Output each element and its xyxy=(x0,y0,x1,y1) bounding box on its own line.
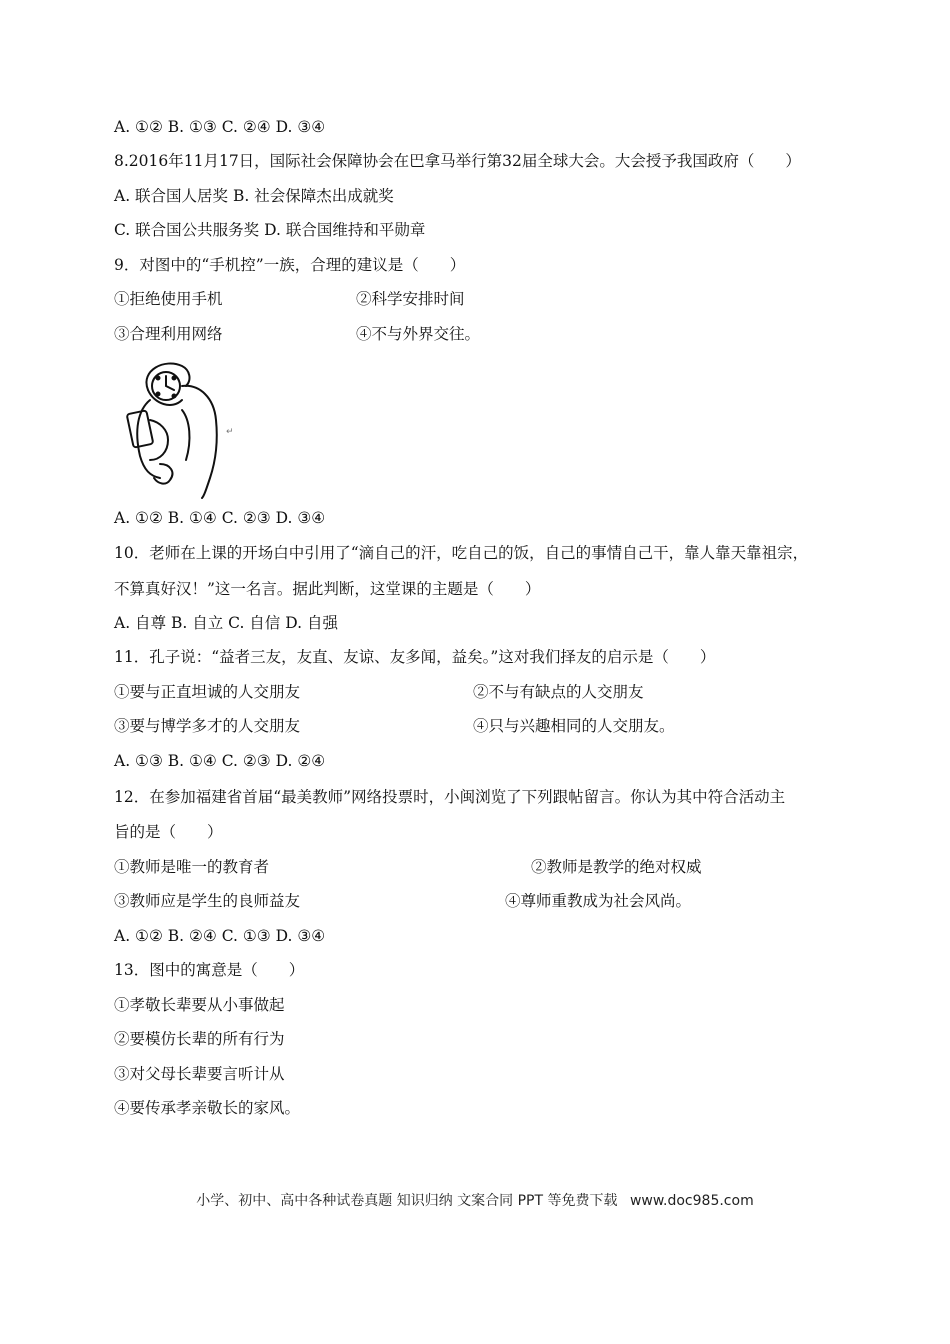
q13-item-1: ①孝敬长辈要从小事做起 xyxy=(114,996,285,1014)
q12-stem-1: 12．在参加福建省首届“最美教师”网络投票时，小闽浏览了下列跟帖留言。你认为其中符合活动主 xyxy=(114,788,786,806)
q12-options: A. ①② B. ②④ C. ①③ D. ③④ xyxy=(114,927,326,945)
q8-stem: 8.2016年11月17日，国际社会保障协会在巴拿马举行第32届全球大会。大会授予我国政府（ ） xyxy=(114,152,801,170)
q13-stem: 13．图中的寓意是（ ） xyxy=(114,961,305,979)
q11-item-4: ④只与兴趣相同的人交朋友。 xyxy=(473,717,675,735)
q11-stem: 11．孔子说：“益者三友，友直、友谅、友多闻，益矣。”这对我们择友的启示是（ ） xyxy=(114,648,716,666)
footer-url-link[interactable]: www.doc985.com xyxy=(629,1193,754,1209)
q13-item-4: ④要传承孝亲敬长的家风。 xyxy=(114,1099,301,1117)
page-footer xyxy=(0,1190,950,1210)
q11-options: A. ①③ B. ①④ C. ②③ D. ②④ xyxy=(114,752,326,770)
phone-addict-cartoon-image xyxy=(120,360,240,500)
q12-item-4: ④尊师重教成为社会风尚。 xyxy=(505,892,692,910)
q12-stem-2: 旨的是（ ） xyxy=(114,823,223,841)
q10-options: A. 自尊 B. 自立 C. 自信 D. 自强 xyxy=(114,614,338,632)
svg-text:↵: ↵ xyxy=(226,427,234,437)
q12-item-1: ①教师是唯一的教育者 xyxy=(114,858,270,876)
q11-item-3: ③要与博学多才的人交朋友 xyxy=(114,717,301,735)
q10-stem-2: 不算真好汉！”这一名言。据此判断，这堂课的主题是（ ） xyxy=(114,580,541,598)
q9-item-2: ②科学安排时间 xyxy=(356,290,465,308)
q9-item-3: ③合理利用网络 xyxy=(114,325,223,343)
q9-options: A. ①② B. ①④ C. ②③ D. ③④ xyxy=(114,509,326,527)
q7-options: A. ①② B. ①③ C. ②④ D. ③④ xyxy=(114,118,326,136)
q9-item-1: ①拒绝使用手机 xyxy=(114,290,223,308)
q8-options-2: C. 联合国公共服务奖 D. 联合国维持和平勋章 xyxy=(114,221,426,239)
q8-options-1: A. 联合国人居奖 B. 社会保障杰出成就奖 xyxy=(114,187,394,205)
q12-item-3: ③教师应是学生的良师益友 xyxy=(114,892,301,910)
q9-stem: 9．对图中的“手机控”一族，合理的建议是（ ） xyxy=(114,256,466,274)
footer-text: 小学、初中、高中各种试卷真题 知识归纳 文案合同 PPT 等免费下载 xyxy=(196,1193,618,1209)
q12-item-2: ②教师是教学的绝对权威 xyxy=(531,858,702,876)
q9-item-4: ④不与外界交往。 xyxy=(356,325,481,343)
q11-item-2: ②不与有缺点的人交朋友 xyxy=(473,683,644,701)
q11-item-1: ①要与正直坦诚的人交朋友 xyxy=(114,683,301,701)
q13-item-3: ③对父母长辈要言听计从 xyxy=(114,1065,285,1083)
q10-stem-1: 10．老师在上课的开场白中引用了“滴自己的汗，吃自己的饭，自己的事情自己干，靠人靠天靠祖宗， xyxy=(114,544,809,562)
q13-item-2: ②要模仿长辈的所有行为 xyxy=(114,1030,285,1048)
